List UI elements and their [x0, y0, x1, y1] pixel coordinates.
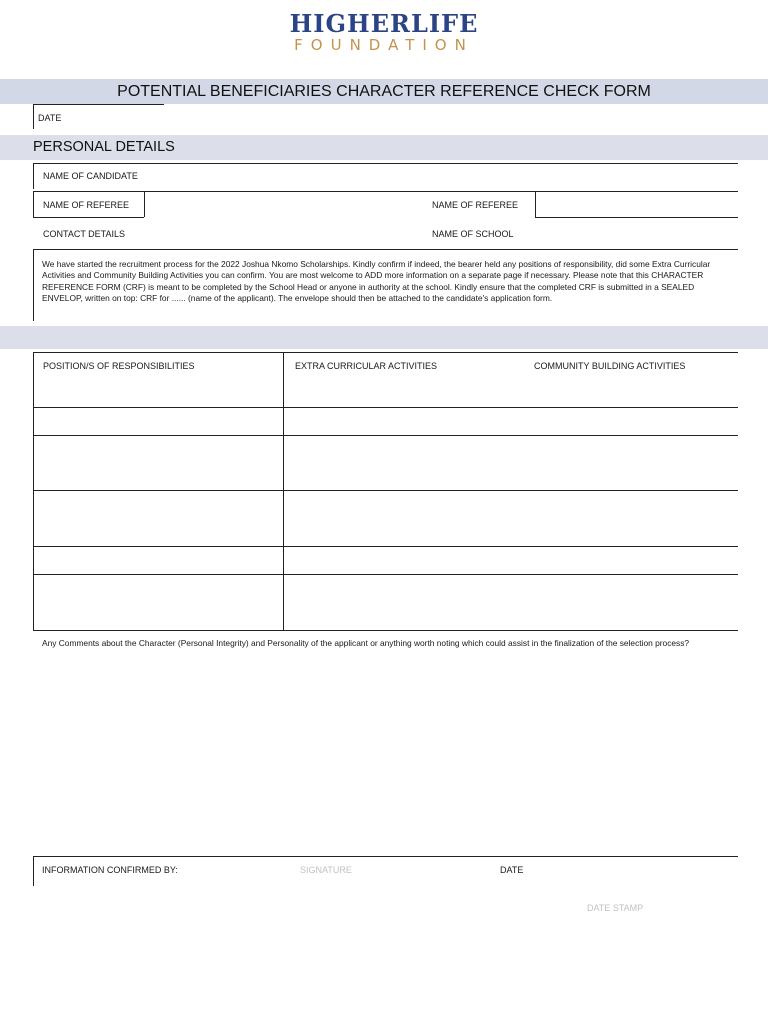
- name-of-referee-2-label: NAME OF REFEREE: [432, 200, 519, 210]
- table-left-border: [33, 352, 34, 630]
- table-cell-input[interactable]: [36, 438, 281, 488]
- name-of-candidate-label: NAME OF CANDIDATE: [43, 171, 138, 181]
- table-cell-input[interactable]: [286, 549, 736, 572]
- personal-details-heading: PERSONAL DETAILS: [0, 135, 768, 160]
- table-column-divider: [283, 352, 284, 630]
- table-row-line: [33, 574, 738, 575]
- pd-referee-underline-1: [33, 217, 144, 218]
- table-cell-input[interactable]: [286, 577, 736, 628]
- signature-placeholder[interactable]: SIGNATURE: [300, 865, 352, 875]
- date-box-left-border: [33, 104, 34, 129]
- date-label: DATE: [38, 113, 62, 123]
- table-cell-input[interactable]: [36, 577, 281, 628]
- table-cell-input[interactable]: [36, 493, 281, 544]
- table-row-line: [33, 435, 738, 436]
- pd-line-1: [33, 163, 738, 164]
- pd-referee-divider-1: [144, 191, 145, 217]
- pd-referee-underline-2: [535, 217, 738, 218]
- date-field[interactable]: [80, 106, 160, 126]
- table-cell-input[interactable]: [36, 549, 281, 572]
- instructions-text: We have started the recruitment process for the 2022 Joshua Nkomo Scholarships. Kindly confirm if indeed, the bearer held any positions of responsibility, did some Extra Curricular Activities and Community Building Activities you can confirm. You are most welcome to ADD more information on a separate page if necessary. Please note that this CHARACTER REFERENCE FORM (CRF) is meant to be completed by the School Head or anyone in authority at the school. Kindly ensure that the completed CRF is submitted in a SEALED ENVELOP, written on top: CRF for ...... (name of the applicant). The envelope should then be attached to the candidate's application form.: [42, 259, 711, 303]
- confirmation-date-label: DATE: [500, 865, 524, 875]
- contact-details-label: CONTACT DETAILS: [43, 229, 126, 239]
- table-cell-input[interactable]: [36, 380, 281, 405]
- name-of-school-field[interactable]: [520, 224, 735, 244]
- table-cell-input[interactable]: [36, 410, 281, 433]
- table-row-line: [33, 546, 738, 547]
- date-stamp-placeholder: DATE STAMP: [587, 903, 644, 913]
- section-divider-band: [0, 326, 768, 349]
- col-header-positions: POSITION/S OF RESPONSIBILITIES: [43, 361, 195, 371]
- table-cell-input[interactable]: [286, 410, 736, 433]
- pd-referee-divider-2: [535, 191, 536, 217]
- date-box-top-border: [33, 104, 164, 105]
- pd-line-2: [33, 191, 738, 192]
- comments-textarea[interactable]: [40, 665, 735, 853]
- table-row-line: [33, 490, 738, 491]
- table-cell-input[interactable]: [286, 438, 736, 488]
- table-row-line: [33, 630, 738, 631]
- confirmed-by-label: INFORMATION CONFIRMED BY:: [42, 865, 178, 875]
- table-cell-input[interactable]: [286, 493, 736, 544]
- contact-details-field[interactable]: [130, 224, 420, 244]
- name-of-referee-2-field[interactable]: [537, 193, 735, 215]
- logo-subtitle: FOUNDATION: [294, 36, 474, 54]
- name-of-referee-label: NAME OF REFEREE: [43, 200, 130, 210]
- confirmation-top-border: [33, 856, 738, 857]
- name-of-candidate-field[interactable]: [150, 165, 735, 187]
- name-of-referee-field[interactable]: [146, 193, 426, 215]
- table-row-line: [33, 407, 738, 408]
- form-title: POTENTIAL BENEFICIARIES CHARACTER REFERENCE CHECK FORM: [0, 79, 768, 104]
- confirmation-left-border: [33, 856, 34, 886]
- table-cell-input[interactable]: [286, 380, 736, 405]
- col-header-extra-curricular: EXTRA CURRICULAR ACTIVITIES: [295, 361, 438, 371]
- comments-prompt: Any Comments about the Character (Personal Integrity) and Personality of the applicant or anything worth noting which could assist in the finalization of the selection process?: [42, 638, 690, 648]
- instructions-left-border: [33, 249, 34, 321]
- name-of-school-label: NAME OF SCHOOL: [432, 229, 514, 239]
- logo-wordmark: HIGHERLIFE: [289, 9, 479, 38]
- col-header-community-building: COMMUNITY BUILDING ACTIVITIES: [534, 361, 686, 371]
- pd-left-2: [33, 191, 34, 217]
- instructions-top-border: [33, 249, 738, 250]
- pd-left-1: [33, 163, 34, 189]
- table-top-border: [33, 352, 738, 353]
